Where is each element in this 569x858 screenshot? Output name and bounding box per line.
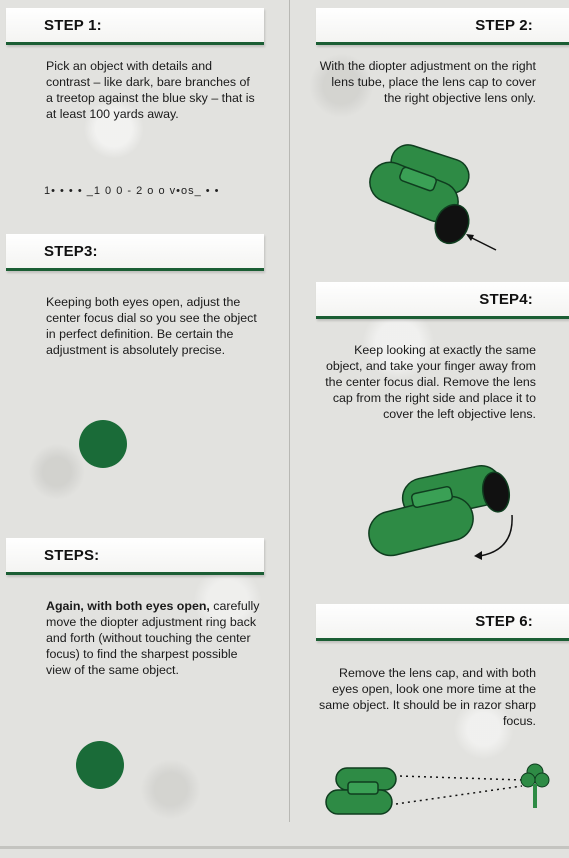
step3-title: STEP3:	[44, 243, 98, 260]
binoculars-view-tree-icon	[322, 764, 552, 824]
focus-dot-icon	[79, 420, 127, 468]
step5-text-bold: Again, with both eyes open,	[46, 599, 210, 613]
step4-text: Keep looking at exactly the same object, and take your finger away from the center focus dial. Remove the lens cap from the right side and place it to cover the left objective lens.	[325, 343, 536, 421]
step6-header	[316, 604, 569, 641]
step5-text	[46, 598, 261, 678]
step3-text: Keeping both eyes open, adjust the center focus dial so you see the object in perfect definition. Be certain the adjustment is absolutely precise.	[46, 295, 257, 357]
step5-text-body: carefully move the diopter adjustment ring back and forth (without touching the center focus) to find the sharpest possible view of the same object.	[46, 599, 260, 677]
column-divider	[289, 0, 290, 822]
step5-title: STEPS:	[44, 547, 100, 564]
step5-header	[6, 538, 264, 575]
step1-title: STEP 1:	[44, 17, 102, 34]
step2-header	[316, 8, 569, 45]
sharp-focus-dot-icon	[76, 741, 124, 789]
step1-distance-scale: 1• • • • _1 0 0 - 2 o o v•os_ • •	[44, 185, 220, 197]
step4-title: STEP4:	[479, 291, 533, 308]
step2-title: STEP 2:	[475, 17, 533, 34]
step6-title: STEP 6:	[475, 613, 533, 630]
step6-text: Remove the lens cap, and with both eyes open, look one more time at the same object. It should be in razor sharp focus.	[319, 666, 536, 728]
binoculars-cap-left-icon	[362, 460, 522, 575]
step2-text: With the diopter adjustment on the right lens tube, place the lens cap to cover the right objective lens only.	[319, 59, 536, 105]
binoculars-cap-right-icon	[360, 132, 500, 252]
step1-text: Pick an object with details and contrast – like dark, bare branches of a treetop against the blue sky – that is at least 100 yards away.	[46, 59, 255, 121]
step4-header	[316, 282, 569, 319]
step1-header	[6, 8, 264, 45]
bottom-rule	[0, 846, 569, 849]
step3-header	[6, 234, 264, 271]
